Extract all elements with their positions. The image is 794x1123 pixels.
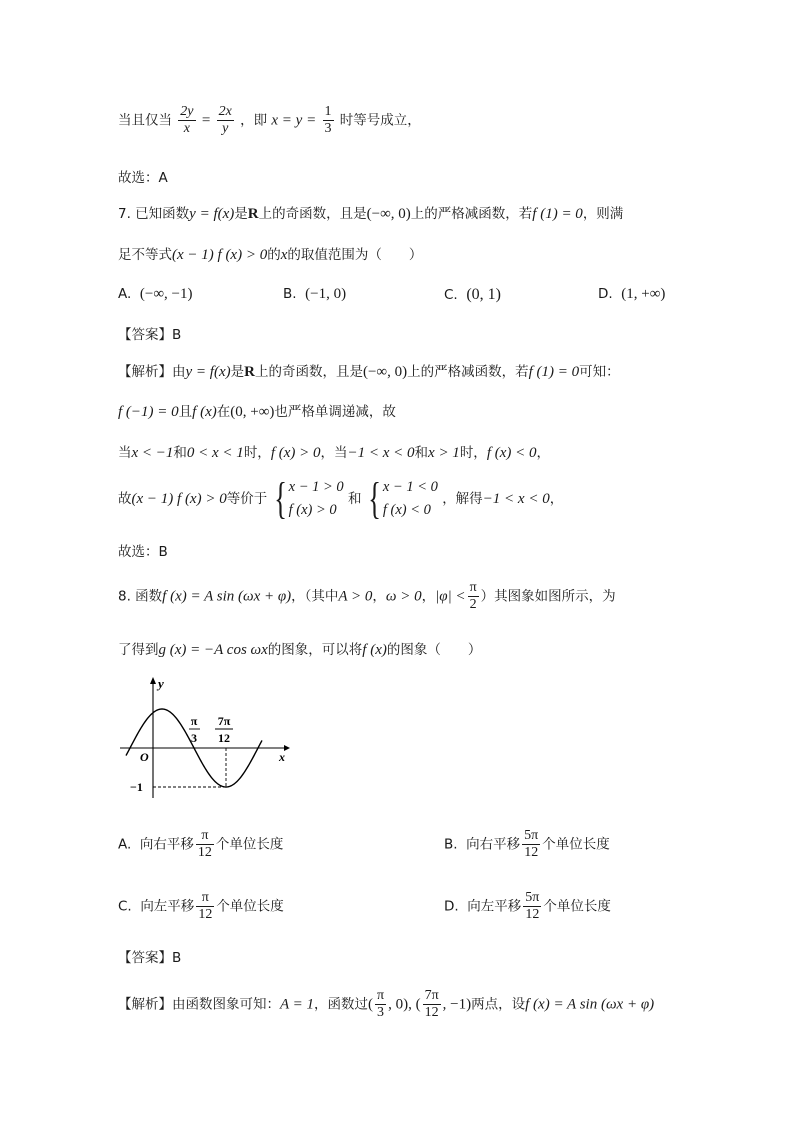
tick-pi-over-3-num: π [190,714,198,728]
q8-option-c[interactable]: C. 向左平移 $\frac{\pi}{12}$ 个单位长度 [118,890,284,923]
q7-stem-line-1: 7. 已知函数y = f(x)是R上的奇函数，且是(−∞, 0)上的严格减函数，若f (1) = 0，则满 [118,206,624,222]
left-brace-icon: { [367,474,381,523]
y-min-label: −1 [130,780,143,794]
q7-solution-line-1: 【解析】由y = f(x)是R上的奇函数，且是(−∞, 0)上的严格减函数，若f (1) = 0可知： [118,364,620,380]
q7-solution-line-3: 当x < −1和0 < x < 1时，f (x) > 0，当−1 < x < 0和x > 1时，f (x) < 0， [118,445,550,461]
inequality-system-1: x − 1 > 0 f (x) > 0 [288,479,344,518]
q7-option-d[interactable]: D. (1, +∞) [598,286,666,302]
sine-graph [112,672,292,804]
fraction-2y-over-x: $\frac{2y}{x}$ [180,104,194,137]
left-brace-icon: { [273,474,287,523]
tick-pi-over-3-den: 3 [191,731,197,745]
y-axis-arrow-icon [150,677,156,684]
equality-condition-line: 当且仅当 $\frac{2y}{x}$ = $\frac{2x}{y}$ ，即 x = y = $\frac{1}{3}$ 时等号成立， [118,104,421,137]
q8-solution-line-1: 【解析】由函数图象可知：A = 1，函数过( $\frac{\pi}{3}$ , 0), ( $\frac{7\pi}{12}$ , −1)两点，设f (x) = A sin (ωx + φ) [118,988,655,1021]
q7-answer: 【答案】B [118,327,182,343]
q8-answer: 【答案】B [118,950,182,966]
fraction-one-third: $\frac{1}{3}$ [324,104,332,137]
q7-solution-line-2: f (−1) = 0且f (x)在(0, +∞)也严格单调递减，故 [118,404,396,420]
q7-option-c[interactable]: C. (0, 1) [444,286,501,303]
tick-7pi-over-12-num: 7π [217,714,231,728]
q8-option-b[interactable]: B. 向右平移 $\frac{5\pi}{12}$ 个单位长度 [444,828,610,861]
q7-option-b[interactable]: B. (−1, 0) [283,286,347,302]
q7-option-a[interactable]: A. (−∞, −1) [118,286,193,302]
q7-final-choice: 故选：B [118,544,168,560]
inequality-system-2: x − 1 < 0 f (x) < 0 [382,479,438,518]
fraction-2x-over-y: $\frac{2x}{y}$ [218,104,232,137]
x-axis-label: x [279,750,285,764]
tick-7pi-over-12-den: 12 [218,731,230,745]
q8-stem-line-2: 了得到g (x) = −A cos ωx的图象，可以将f (x)的图象（ ） [118,642,482,658]
q8-option-d[interactable]: D. 向左平移 $\frac{5\pi}{12}$ 个单位长度 [444,890,611,923]
q7-stem-line-2: 足不等式(x − 1) f (x) > 0的x的取值范围为（ ） [118,247,423,263]
q7-solution-line-4: 故(x − 1) f (x) > 0等价于 { x − 1 > 0 f (x) > 0 和 { x − 1 < 0 f (x) < 0 ，解得−1 < x < 0， [118,474,564,523]
fraction-pi-over-2: $\frac{\pi}{2}$ [469,580,477,613]
origin-label: O [140,750,149,764]
q8-option-a[interactable]: A. 向右平移 $\frac{\pi}{12}$ 个单位长度 [118,828,284,861]
y-axis-label: y [158,676,164,691]
q8-stem-line-1: 8. 函数f (x) = A sin (ωx + φ)，（其中A > 0，ω > 0，|φ| < $\frac{\pi}{2}$ ）其图象如图所示，为 [118,580,616,613]
q6-final-choice: 故选：A [118,170,168,186]
